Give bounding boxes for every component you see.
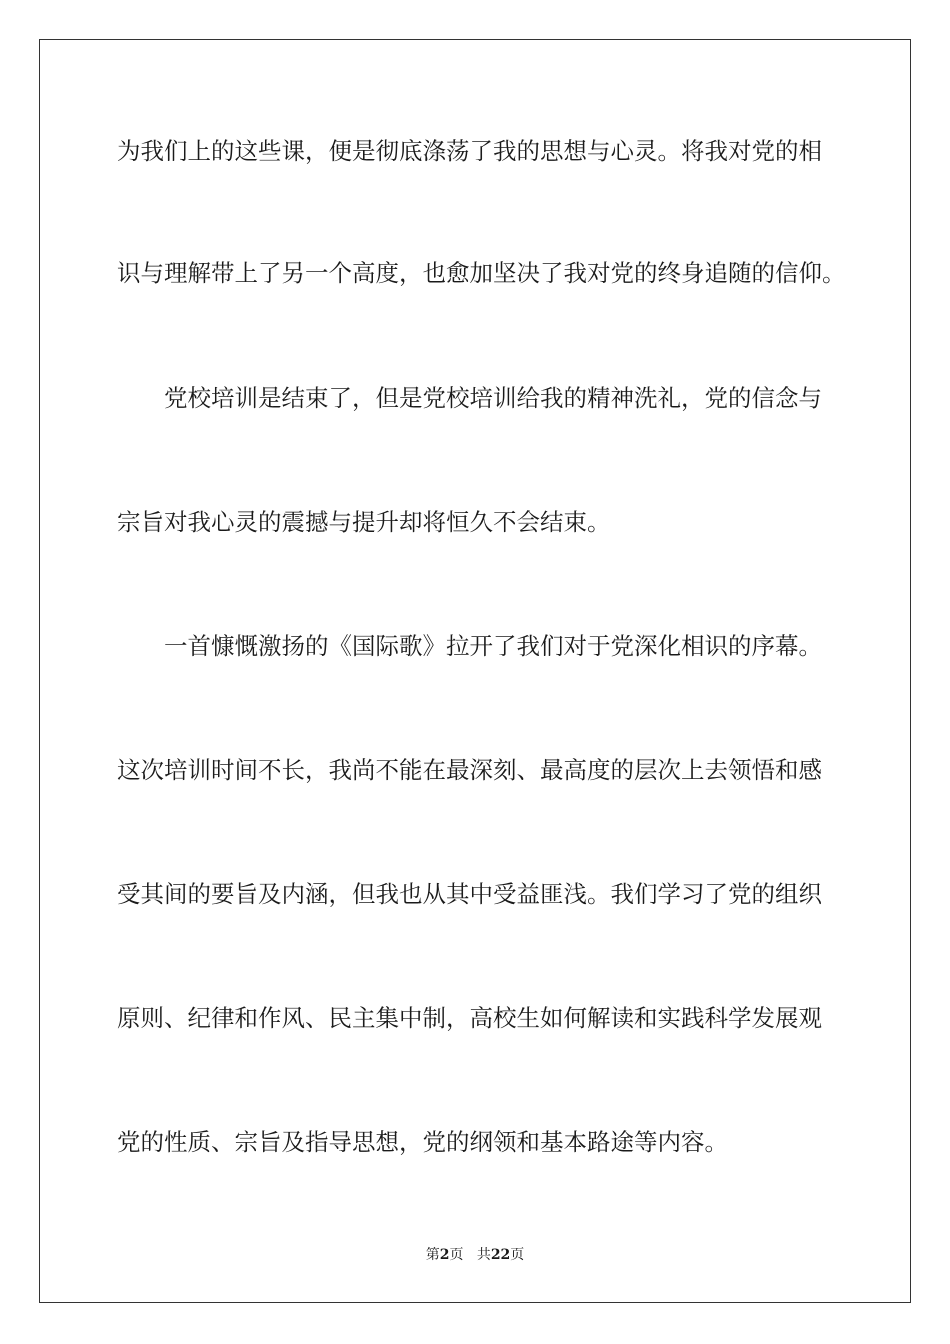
footer-total-unit: 页 xyxy=(510,1247,525,1263)
text-line-2: 识与理解带上了另一个高度，也愈加坚决了我对党的终身追随的信仰。 xyxy=(117,259,846,287)
footer-page-unit: 页 xyxy=(449,1247,464,1263)
text-line-4: 宗旨对我心灵的震撼与提升却将恒久不会结束。 xyxy=(117,508,611,536)
text-line-6: 这次培训时间不长，我尚不能在最深刻、最高度的层次上去领悟和感 xyxy=(117,756,822,784)
text-line-1: 为我们上的这些课，便是彻底涤荡了我的思想与心灵。将我对党的相 xyxy=(117,137,822,165)
text-line-9: 党的性质、宗旨及指导思想，党的纲领和基本路途等内容。 xyxy=(117,1128,728,1156)
footer-total-prefix: 共 xyxy=(476,1247,491,1263)
footer-page-total: 22 xyxy=(490,1247,511,1263)
page-footer xyxy=(0,1246,950,1264)
text-line-7: 受其间的要旨及内涵，但我也从其中受益匪浅。我们学习了党的组织 xyxy=(117,880,822,908)
text-line-3: 党校培训是结束了，但是党校培训给我的精神洗礼，党的信念与 xyxy=(117,384,822,412)
page-frame xyxy=(39,39,911,1303)
footer-page-current: 2 xyxy=(439,1247,450,1263)
footer-page-prefix: 第 xyxy=(425,1247,440,1263)
text-line-5: 一首慷慨激扬的《国际歌》拉开了我们对于党深化相识的序幕。 xyxy=(117,632,822,660)
text-line-8: 原则、纪律和作风、民主集中制，高校生如何解读和实践科学发展观 xyxy=(117,1004,822,1032)
